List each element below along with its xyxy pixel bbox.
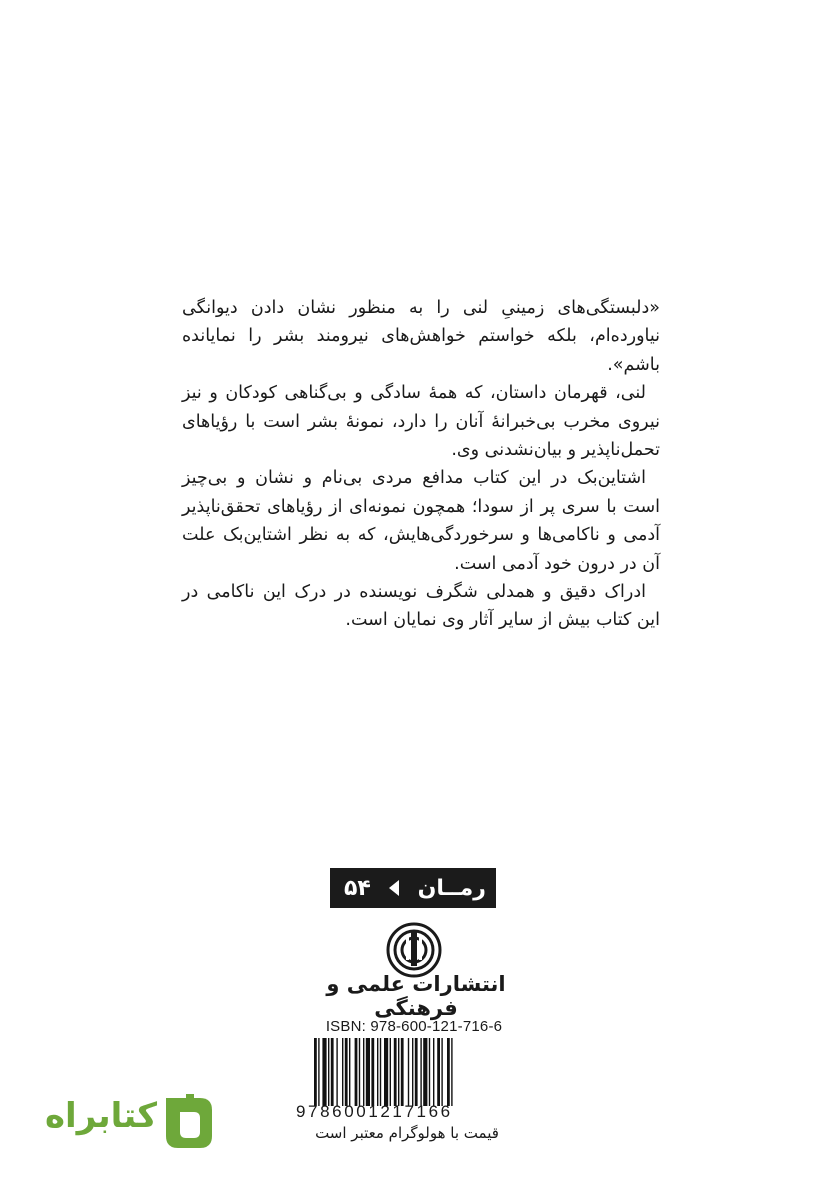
blurb-paragraph: «دلبستگی‌های زمینیِ لنی را به منظور نشان دادن دیوانگی نیاورده‌ام، بلکه خواستم خواهش‌های نیرومند بشر را نمایانده باشم». [182, 298, 660, 375]
bookmark-leaf-icon [160, 1092, 218, 1152]
isbn-label: ISBN: 978-600-121-716-6 [325, 1018, 503, 1035]
arrow-left-icon [389, 880, 399, 896]
blurb-paragraph: لنی، قهرمان داستان، که همهٔ سادگی و بی‌گناهی کودکان و نیز نیروی مخرب بی‌خبرانهٔ آنان را دارد، نمونهٔ بشر است با رؤیاهای تحمل‌ناپذیر و بیان‌نشدنی وی. [182, 383, 660, 461]
watermark-text: کتابراه [44, 1096, 158, 1136]
back-cover-blurb [182, 294, 660, 635]
publisher-emblem-icon [386, 922, 442, 978]
barcode-digits: 9786001217166 [296, 1102, 453, 1121]
blurb-paragraph: اشتاین‌بک در این کتاب مدافع مردی بی‌نام و نشان و بی‌چیز است با سری پر از سودا؛ همچون نمونه‌ای از رؤیاهای تحقق‌ناپذیر آدمی و ناکامی‌ها و سرخوردگی‌هایش، که به نظر اشتاین‌بک علت آن در درون خود آدمی است. [182, 468, 660, 574]
site-watermark [38, 1092, 218, 1152]
publisher-name: انتشارات علمی و فرهنگی [326, 972, 506, 1020]
series-number: ۵۴ [344, 875, 371, 901]
series-badge [330, 868, 496, 908]
blurb-paragraph: ادراک دقیق و همدلی شگرف نویسنده در درک این ناکامی در این کتاب بیش از سایر آثار وی نمایان است. [182, 582, 660, 631]
isbn-barcode [312, 1038, 514, 1106]
price-note: قیمت با هولوگرام معتبر است [315, 1124, 499, 1142]
series-label: رمــان [417, 875, 486, 901]
